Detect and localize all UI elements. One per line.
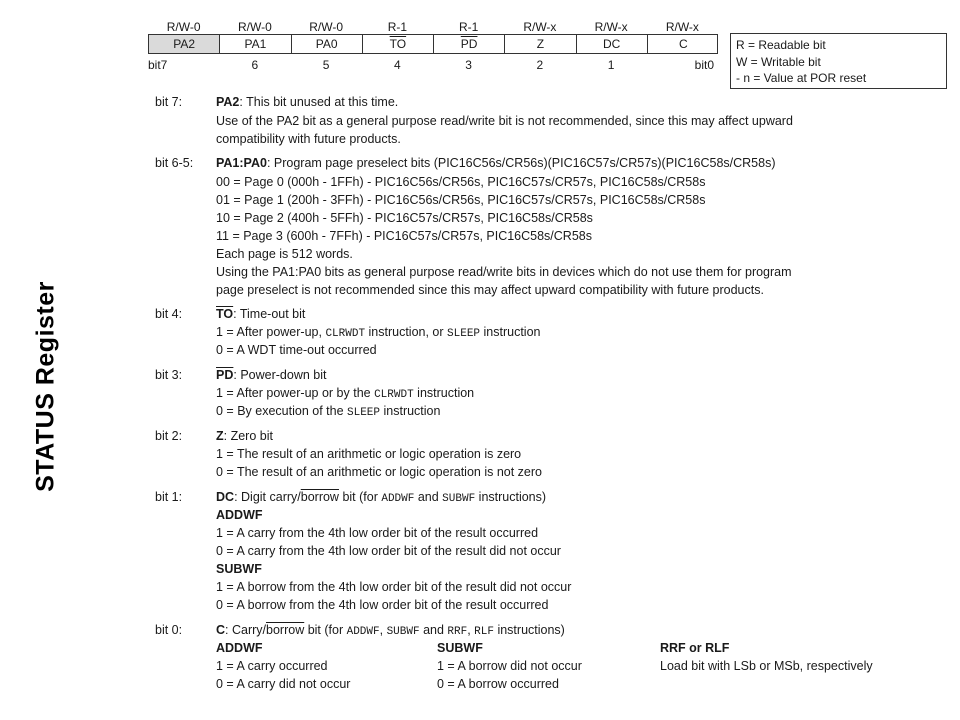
text-segment: 1 = After power-up or by the <box>216 386 375 400</box>
text-segment: : Digit carry/ <box>234 490 301 504</box>
text-segment: instructions) <box>493 623 565 637</box>
subheading: RRF or RLF <box>660 641 730 655</box>
text-segment: 1 = After power-up, <box>216 325 326 339</box>
bit-line: Use of the PA2 bit as a general purpose read/write bit is not recommended, since this may affect upward <box>216 114 793 128</box>
register-bit-number: 5 <box>322 58 330 72</box>
bit-line: 1 = A carry from the 4th low order bit of the result occurred <box>216 526 539 540</box>
register-bit-cell: $\overline{TO}$ <box>363 35 434 53</box>
legend-writable: W = Writable bit <box>736 54 821 69</box>
page-title: STATUS Register <box>31 281 60 492</box>
register-access-3: R-1 <box>387 20 408 34</box>
bit-line: 1 = A borrow from the 4th low order bit of the result did not occur <box>216 580 572 594</box>
bit-line: compatibility with future products. <box>216 132 401 146</box>
text-segment: instructions) <box>475 490 547 504</box>
bit-title <box>216 307 305 321</box>
bit-name: PA2 <box>216 95 240 109</box>
bit-label: bit 2: <box>155 429 183 443</box>
bit-line: Each page is 512 words. <box>216 247 353 261</box>
bit-name: PA1:PA0 <box>216 156 267 170</box>
register-bit-number: 6 <box>251 58 259 72</box>
bit-title <box>216 490 546 505</box>
bit-title-text: : Zero bit <box>223 429 273 443</box>
bit-line <box>216 404 440 419</box>
text-segment: borrow <box>300 490 339 504</box>
subheading: ADDWF <box>216 641 263 655</box>
bit-label: bit 0: <box>155 623 183 637</box>
register-access-0: R/W-0 <box>166 20 201 34</box>
instruction-code: RRF <box>447 626 468 638</box>
register-bit-number: 4 <box>394 58 401 72</box>
bit-line <box>216 325 541 340</box>
bit-line: 1 = The result of an arithmetic or logic operation is zero <box>216 447 522 461</box>
bit-title <box>216 623 565 638</box>
register-bit-number: 3 <box>465 58 472 72</box>
bit-name: $\overline{TO}$ <box>216 307 234 321</box>
instruction-code: SUBWF <box>442 493 476 505</box>
bit-line: 0 = A carry did not occur <box>216 677 351 691</box>
bit-line <box>216 386 474 401</box>
bit-line: 0 = A borrow from the 4th low order bit of the result occurred <box>216 598 549 612</box>
bit-line: 0 = A borrow occurred <box>437 677 559 691</box>
instruction-code: ADDWF <box>381 493 415 505</box>
register-access-7: R/W-x <box>665 20 699 34</box>
instruction-code: ADDWF <box>346 626 380 638</box>
subheading: SUBWF <box>216 562 262 576</box>
bit-title <box>216 368 326 382</box>
instruction-code: CLRWDT <box>325 328 366 340</box>
register-bit-cell: PA2 <box>149 35 220 53</box>
bit-label: bit 1: <box>155 490 183 504</box>
bit-label: bit 6-5: <box>155 156 194 170</box>
bit-line: 10 = Page 2 (400h - 5FFh) - PIC16C57s/CR57s, PIC16C58s/CR58s <box>216 211 593 225</box>
subheading: ADDWF <box>216 508 263 522</box>
text-segment: and <box>414 490 443 504</box>
register-bit-cell: PA1 <box>220 35 291 53</box>
subheading: SUBWF <box>437 641 483 655</box>
bit-line: 0 = A WDT time-out occurred <box>216 343 377 357</box>
bit-title <box>216 156 776 170</box>
register-bit-cells <box>148 34 718 54</box>
text-segment: bit (for <box>304 623 347 637</box>
register-access-1: R/W-0 <box>237 20 272 34</box>
legend-readable: R = Readable bit <box>736 38 826 52</box>
text-segment: instruction <box>413 386 475 400</box>
text-segment: , <box>379 623 387 637</box>
instruction-code: CLRWDT <box>374 389 414 401</box>
bit-line: 1 = A borrow did not occur <box>437 659 582 673</box>
bit-line: page preselect is not recommended since this may affect upward compatibility with future products. <box>216 283 764 297</box>
bit-line: 00 = Page 0 (000h - 1FFh) - PIC16C56s/CR56s, PIC16C57s/CR57s, PIC16C58s/CR58s <box>216 175 706 189</box>
bit-name: Z <box>216 429 224 443</box>
text-segment: : Carry/ <box>225 623 267 637</box>
register-bit-number: 1 <box>607 58 615 72</box>
bit-line: 01 = Page 1 (200h - 3FFh) - PIC16C56s/CR56s, PIC16C57s/CR57s, PIC16C58s/CR58s <box>216 193 706 207</box>
register-bit-number: bit7 <box>148 58 168 72</box>
bit-line: 0 = A carry from the 4th low order bit of the result did not occur <box>216 544 561 558</box>
text-segment: instruction <box>480 325 541 339</box>
register-bit-numbers <box>148 58 718 72</box>
register-bit-cell: C <box>679 37 688 51</box>
text-segment: , <box>467 623 475 637</box>
text-segment: borrow <box>266 623 305 637</box>
bit-line: Load bit with LSb or MSb, respectively <box>660 659 873 673</box>
bit-label: bit 7: <box>155 95 183 109</box>
text-segment: and <box>419 623 448 637</box>
legend-por-reset: - n = Value at POR reset <box>736 71 867 85</box>
text-segment: 0 = By execution of the <box>216 404 347 418</box>
register-bit-cell: $\overline{PD}$ <box>434 35 505 53</box>
register-bit-cell: DC <box>577 35 648 53</box>
register-access-4: R-1 <box>458 20 479 34</box>
register-bit-cell: Z <box>505 35 576 53</box>
register-access-6: R/W-x <box>594 20 628 34</box>
bit-line: Using the PA1:PA0 bits as general purpose read/write bits in devices which do not use them for program <box>216 265 792 279</box>
bit-name: DC <box>216 490 235 504</box>
bit-title-text: : Program page preselect bits (PIC16C56s/CR56s)(PIC16C57s/CR57s)(PIC16C58s/CR58s) <box>266 156 776 170</box>
register-access-5: R/W-x <box>523 20 557 34</box>
instruction-code: SLEEP <box>447 328 481 340</box>
bit-line: 0 = The result of an arithmetic or logic operation is not zero <box>216 465 542 479</box>
bit-title-text: : This bit unused at this time. <box>239 95 399 109</box>
register-access-row <box>148 20 718 34</box>
bit-line: 1 = A carry occurred <box>216 659 328 673</box>
bit-label: bit 4: <box>155 307 183 321</box>
bit-title <box>216 429 273 443</box>
bit-title-text: : Power-down bit <box>233 368 327 382</box>
register-access-2: R/W-0 <box>309 20 344 34</box>
instruction-code: SUBWF <box>386 626 420 638</box>
bit-line: 11 = Page 3 (600h - 7FFh) - PIC16C57s/CR57s, PIC16C58s/CR58s <box>216 229 592 243</box>
bit-label: bit 3: <box>155 368 183 382</box>
text-segment: instruction, or <box>365 325 448 339</box>
bit-title <box>216 95 398 109</box>
bit-name: C <box>216 623 226 637</box>
instruction-code: RLF <box>474 626 494 638</box>
text-segment: instruction <box>380 404 441 418</box>
bit-name: $\overline{PD}$ <box>216 368 234 382</box>
register-bit-cell: PA0 <box>292 35 363 53</box>
register-legend <box>730 33 947 89</box>
register-bit-number: 2 <box>536 58 544 72</box>
register-bit-number: bit0 <box>694 58 714 72</box>
text-segment: bit (for <box>338 490 382 504</box>
instruction-code: SLEEP <box>347 407 381 419</box>
bit-title-text: : Time-out bit <box>233 307 306 321</box>
